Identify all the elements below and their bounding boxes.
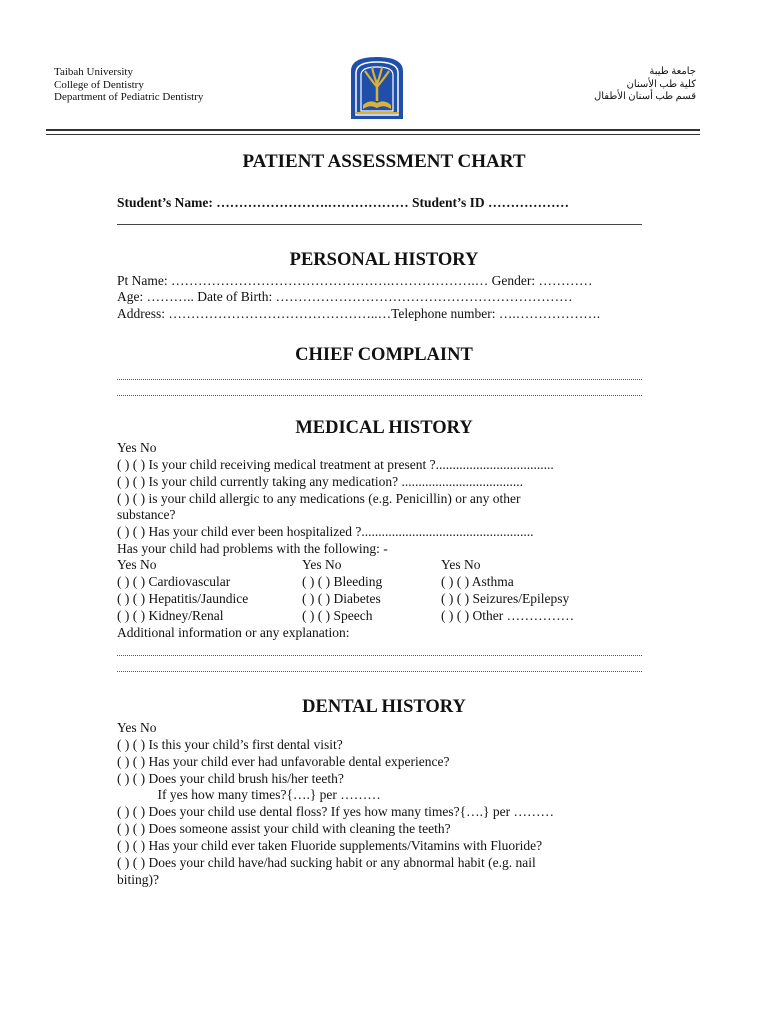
conditions-row xyxy=(0,591,768,607)
condition-item: ( ) ( ) Bleeding xyxy=(302,574,383,589)
medical-history-heading: MEDICAL HISTORY xyxy=(295,418,473,438)
dental-question: ( ) ( ) Does someone assist your child with cleaning the teeth? xyxy=(117,821,451,836)
condition-item: ( ) ( ) Speech xyxy=(302,608,373,623)
column-header: Yes No xyxy=(441,557,481,572)
personal-history-heading: PERSONAL HISTORY xyxy=(289,250,479,270)
condition-item: ( ) ( ) Hepatitis/Jaundice xyxy=(117,591,249,606)
conditions-column-headers xyxy=(0,557,768,573)
complaint-dotted-line xyxy=(117,379,642,380)
additional-dotted-line xyxy=(117,671,642,672)
age-dob-line: Age: ……….. Date of Birth: ………………………………………………………… xyxy=(117,289,573,304)
dental-question: ( ) ( ) Is this your child’s first dental visit? xyxy=(117,737,343,752)
additional-info-label: Additional information or any explanation: xyxy=(117,625,350,640)
arabic-header xyxy=(594,66,696,104)
additional-dotted-line xyxy=(117,655,642,656)
chief-complaint-heading: CHIEF COMPLAINT xyxy=(295,345,473,365)
address-phone-line: Address: ………………………………………..…Telephone number: ….………………. xyxy=(117,306,601,321)
page-title: PATIENT ASSESSMENT CHART xyxy=(242,151,526,172)
university-logo xyxy=(345,53,409,121)
patient-name-gender-line: Pt Name: ………………………………………….……………….… Gender: ………… xyxy=(117,273,593,288)
complaint-dotted-line xyxy=(117,395,642,396)
header-rule-thin xyxy=(46,134,700,135)
condition-item: ( ) ( ) Diabetes xyxy=(302,591,381,606)
student-info-line: Student’s Name: …………………….……………… Student’s ID ……………… xyxy=(117,195,570,210)
header-rule xyxy=(46,129,700,131)
dental-question: ( ) ( ) Has your child ever had unfavorable dental experience? xyxy=(117,754,450,769)
dental-history-heading: DENTAL HISTORY xyxy=(302,697,466,717)
medical-question: ( ) ( ) is your child allergic to any medications (e.g. Penicillin) or any other xyxy=(117,491,521,506)
department-name: Department of Pediatric Dentistry xyxy=(54,91,204,103)
condition-item: ( ) ( ) Seizures/Epilepsy xyxy=(441,591,570,606)
yes-no-header: Yes No xyxy=(117,720,157,735)
dental-question: ( ) ( ) Does your child have/had sucking habit or any abnormal habit (e.g. nail xyxy=(117,855,536,870)
university-name-arabic: جامعة طيبة xyxy=(649,66,696,77)
condition-item: ( ) ( ) Kidney/Renal xyxy=(117,608,224,623)
medical-question: ( ) ( ) Is your child receiving medical treatment at present ?................................... xyxy=(117,457,554,472)
conditions-row xyxy=(0,574,768,590)
university-name: Taibah University xyxy=(54,66,133,78)
medical-question-continued: substance? xyxy=(117,507,176,522)
condition-item: ( ) ( ) Cardiovascular xyxy=(117,574,231,589)
dental-question: ( ) ( ) Does your child use dental floss? If yes how many times?{….} per ……… xyxy=(117,804,554,819)
student-underline xyxy=(117,224,642,225)
medical-question: ( ) ( ) Is your child currently taking any medication? .................................... xyxy=(117,474,524,489)
condition-item: ( ) ( ) Asthma xyxy=(441,574,514,589)
dental-question-continued: biting)? xyxy=(117,872,159,887)
institution-header xyxy=(54,66,203,104)
dental-question: ( ) ( ) Has your child ever taken Fluoride supplements/Vitamins with Fluoride? xyxy=(117,838,543,853)
college-name-arabic: كلية طب الأسنان xyxy=(626,78,696,90)
conditions-row xyxy=(0,608,768,624)
dental-question: ( ) ( ) Does your child brush his/her teeth? xyxy=(117,771,344,786)
conditions-prompt: Has your child had problems with the following: - xyxy=(117,541,388,556)
condition-item: ( ) ( ) Other …………… xyxy=(441,608,575,623)
dental-subquestion: If yes how many times?{….} per ……… xyxy=(117,787,381,802)
medical-question: ( ) ( ) Has your child ever been hospitalized ?................................................... xyxy=(117,524,534,539)
column-header: Yes No xyxy=(302,557,342,572)
column-header: Yes No xyxy=(117,557,157,572)
yes-no-header: Yes No xyxy=(117,440,157,455)
college-name: College of Dentistry xyxy=(54,78,144,91)
department-name-arabic: قسم طب أسنان الأطفال xyxy=(593,91,696,102)
